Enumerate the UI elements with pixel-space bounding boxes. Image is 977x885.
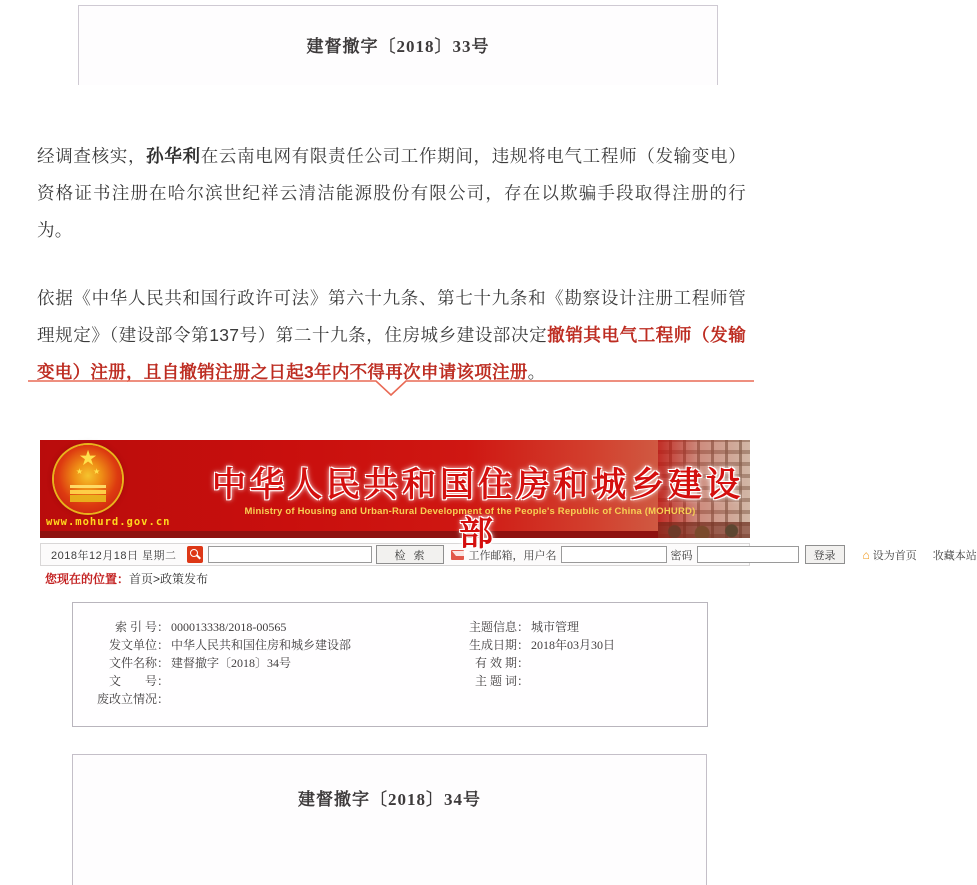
document-info-box <box>72 602 708 727</box>
login-button[interactable]: 登录 <box>805 545 845 564</box>
paragraph-decision-suffix: 。 <box>527 361 546 382</box>
emblem-star-icon: ★ <box>78 447 98 470</box>
site-url: www.mohurd.gov.cn <box>46 516 171 528</box>
document-image-top <box>78 5 718 85</box>
info-row-keywords <box>433 672 707 690</box>
info-label: 废改立情况： <box>96 692 169 706</box>
paragraph-findings-rest: 在云南电网有限责任公司工作期间，违规将电气工程师（发输变电）资格证书注册在哈尔滨世纪祥云清洁能源股份有限公司，存在以欺骗手段取得注册的行为。 <box>37 145 746 240</box>
info-label: 文件名称： <box>108 656 169 670</box>
breadcrumb-path[interactable]: 首页>政策发布 <box>129 572 209 586</box>
info-row-repeal <box>73 690 433 708</box>
info-row-issuer <box>73 636 433 654</box>
info-label: 生成日期： <box>468 638 529 652</box>
person-name: 孙华利 <box>146 145 201 166</box>
info-label: 文 号： <box>108 674 169 688</box>
info-value: 建督撤字〔2018〕34号 <box>171 656 292 670</box>
search-icon[interactable] <box>187 546 203 563</box>
emblem-small-stars-icon: ★★ <box>75 467 111 476</box>
section-divider <box>27 379 755 399</box>
info-row-index <box>73 618 433 636</box>
set-home-icon[interactable]: ⌂ <box>862 547 870 562</box>
info-value: 城市管理 <box>531 620 580 634</box>
info-label: 有 效 期： <box>474 656 529 670</box>
info-row-empty <box>433 690 707 708</box>
emblem-gate-icon <box>70 485 106 502</box>
info-label: 主 题 词： <box>474 674 529 688</box>
info-row-date <box>433 636 707 654</box>
paragraph-decision <box>37 280 746 391</box>
info-row-filename <box>73 654 433 672</box>
mohurd-banner <box>40 440 750 553</box>
info-row-validity <box>433 654 707 672</box>
info-row-topic <box>433 618 707 636</box>
info-row-docnum <box>73 672 433 690</box>
breadcrumb-label: 您现在的位置： <box>45 572 130 586</box>
paragraph-decision-penalty: 撤销其电气工程师（发输变电）注册，且自撤销注册之日起3年内不得再次申请该项注册 <box>37 324 746 382</box>
site-title: 中华人民共和国住房和城乡建设部 <box>212 467 744 553</box>
breadcrumb <box>45 570 208 587</box>
mail-username-label: 工作邮箱，用户名 <box>468 549 557 562</box>
info-value: 2018年03月30日 <box>531 638 616 652</box>
paragraph-decision-prefix: 依据《中华人民共和国行政许可法》第六十九条、第七十九条和《勘察设计注册工程师管理规定》（建设部令第137号）第二十九条，住房城乡建设部决定 <box>37 287 746 345</box>
document-image-bottom <box>72 754 707 885</box>
set-home-link[interactable]: 设为首页 <box>872 549 917 562</box>
paragraph-findings <box>37 138 746 249</box>
document-info-grid <box>73 603 707 708</box>
document-number-33: 建督撤字〔2018〕33号 <box>306 37 490 56</box>
site-subtitle-english: Ministry of Housing and Urban-Rural Development of the People's Republic of China (MOHURD) <box>244 506 696 517</box>
national-emblem-icon <box>54 445 122 513</box>
info-label: 发文单位： <box>108 638 169 652</box>
info-value: 000013338/2018-00565 <box>171 620 287 634</box>
toolbar-date: 2018年12月18日 星期二 <box>51 549 177 562</box>
search-button[interactable]: 检索 <box>376 545 444 564</box>
favorite-link[interactable]: 收藏本站 <box>932 549 977 562</box>
password-label: 密码 <box>670 549 693 562</box>
info-label: 索 引 号： <box>114 620 169 634</box>
info-value: 中华人民共和国住房和城乡建设部 <box>171 638 352 652</box>
paragraph-findings-prefix: 经调查核实， <box>37 145 147 166</box>
info-label: 主题信息： <box>468 620 529 634</box>
document-number-34: 建督撤字〔2018〕34号 <box>298 790 481 809</box>
